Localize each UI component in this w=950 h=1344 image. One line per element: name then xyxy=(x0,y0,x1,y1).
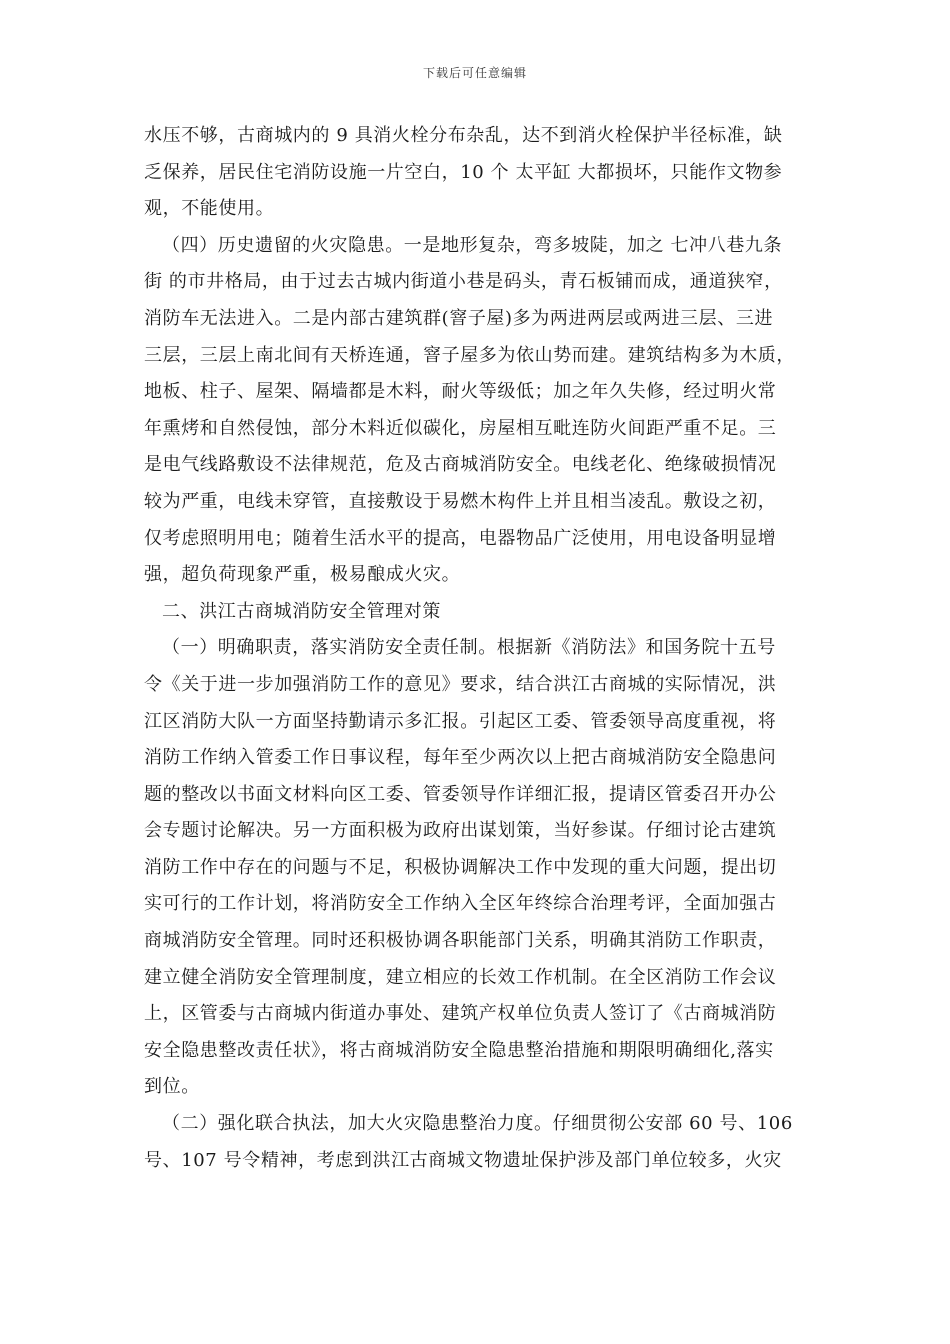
text-line: （一）明确职责，落实消防安全责任制。根据新《消防法》和国务院十五号 xyxy=(162,637,776,659)
text-line: 是电气线路敷设不法律规范，危及古商城消防安全。电线老化、绝缘破损情况 xyxy=(144,454,777,476)
text-line: 地板、柱子、屋架、隔墙都是木料，耐火等级低；加之年久失修，经过明火常 xyxy=(144,381,777,403)
text-line: 消防车无法进入。二是内部古建筑群(窨子屋)多为两进两层或两进三层、三进 xyxy=(144,307,774,329)
text-line: 上，区管委与古商城内街道办事处、建筑产权单位负责人签订了《古商城消防 xyxy=(144,1003,777,1025)
text-line: 会专题讨论解决。另一方面积极为政府出谋划策，当好参谋。仔细讨论古建筑 xyxy=(144,820,777,842)
page-header: 下载后可任意编辑 xyxy=(422,66,527,80)
text-line: 街 的市井格局，由于过去古城内街道小巷是码头，青石板铺而成，通道狭窄， xyxy=(144,271,783,293)
text-line: 题的整改以书面文材料向区工委、管委领导作详细汇报，提请区管委召开办公 xyxy=(144,783,777,805)
section-heading: 二、洪江古商城消防安全管理对策 xyxy=(162,600,441,622)
text-line: 消防工作中存在的问题与不足，积极协调解决工作中发现的重大问题，提出切 xyxy=(144,856,777,878)
text-line: 消防工作纳入管委工作日事议程，每年至少两次以上把古商城消防安全隐患问 xyxy=(144,747,777,769)
text-line: 水压不够，古商城内的 9 具消火栓分布杂乱，达不到消火栓保护半径标准，缺 xyxy=(144,125,783,146)
text-line: 强，超负荷现象严重，极易酿成火灾。 xyxy=(144,564,461,586)
text-line: 号、107 号令精神，考虑到洪江古商城文物遗址保护涉及部门单位较多，火灾 xyxy=(144,1149,782,1171)
text-line: 安全隐患整改责任状》，将古商城消防安全隐患整治措施和期限明确细化,落实 xyxy=(144,1039,774,1061)
text-line: 令《关于进一步加强消防工作的意见》要求，结合洪江古商城的实际情况，洪 xyxy=(144,673,777,695)
text-line: 仅考虑照明用电；随着生活水平的提高，电器物品广泛使用，用电设备明显增 xyxy=(144,527,777,549)
text-line: 乏保养，居民住宅消防设施一片空白，10 个 太平缸 大都损坏，只能作文物参 xyxy=(144,161,783,183)
text-line: 实可行的工作计划，将消防安全工作纳入全区年终综合治理考评，全面加强古 xyxy=(144,893,777,915)
text-line: 观，不能使用。 xyxy=(144,198,275,220)
text-line: （二）强化联合执法，加大火灾隐患整治力度。仔细贯彻公安部 60 号、106 xyxy=(162,1113,793,1135)
text-line: 三层，三层上南北间有天桥连通，窨子屋多为依山势而建。建筑结构多为木质， xyxy=(144,344,795,366)
text-line: （四）历史遗留的火灾隐患。一是地形复杂，弯多坡陡，加之 七冲八巷九条 xyxy=(162,234,783,256)
text-line: 年熏烤和自然侵蚀，部分木料近似碳化，房屋相互毗连防火间距严重不足。三 xyxy=(144,417,777,439)
text-line: 到位。 xyxy=(144,1076,200,1098)
text-line: 较为严重，电线未穿管，直接敷设于易燃木构件上并且相当凌乱。敷设之初， xyxy=(144,490,777,512)
body-text xyxy=(144,118,808,1179)
text-line: 江区消防大队一方面坚持勤请示多汇报。引起区工委、管委领导高度重视，将 xyxy=(144,710,777,732)
text-line: 建立健全消防安全管理制度，建立相应的长效工作机制。在全区消防工作会议 xyxy=(144,966,777,988)
text-line: 商城消防安全管理。同时还积极协调各职能部门关系，明确其消防工作职责， xyxy=(144,930,777,952)
